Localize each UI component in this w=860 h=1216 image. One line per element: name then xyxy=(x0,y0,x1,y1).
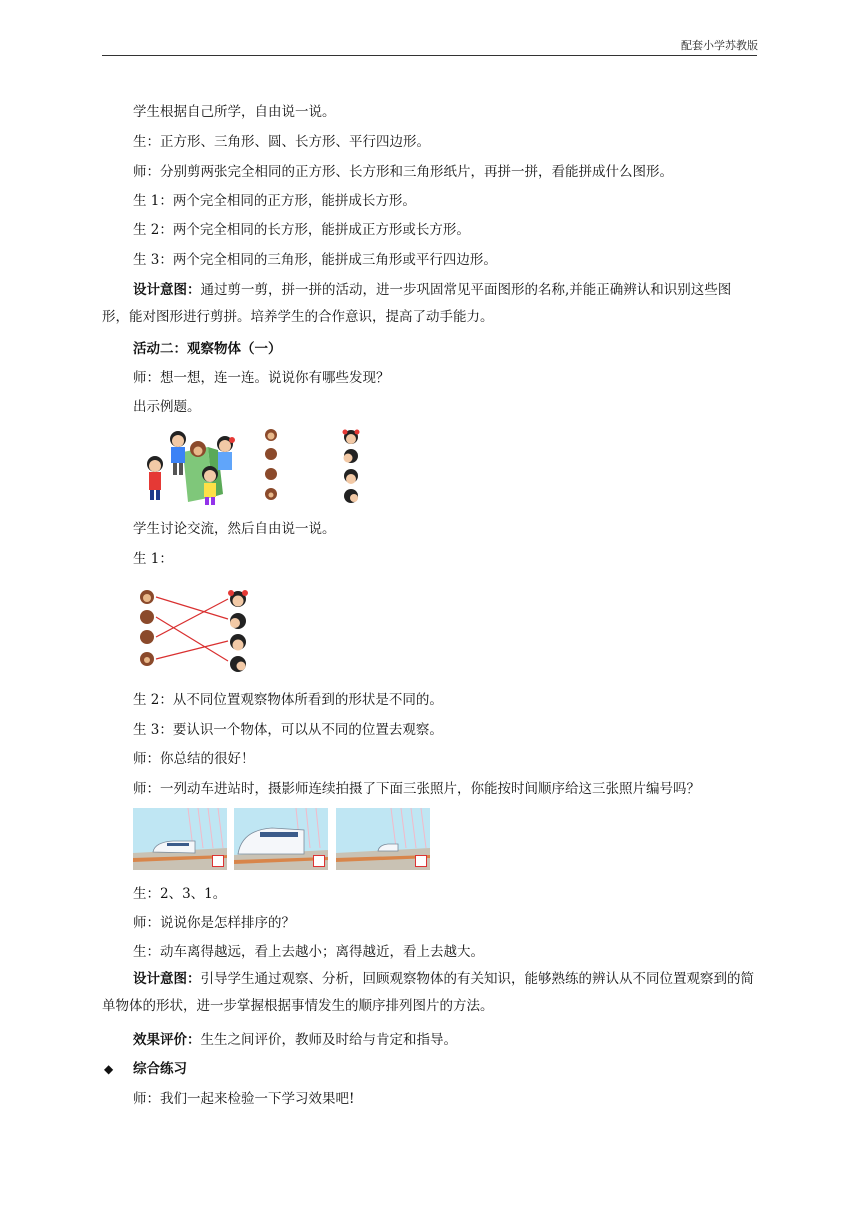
order-checkbox[interactable] xyxy=(313,855,325,867)
text-line: 生 2：两个完全相同的长方形，能拼成正方形或长方形。 xyxy=(133,222,470,238)
text-line: 生：动车离得越远，看上去越小；离得越近，看上去越大。 xyxy=(133,944,484,960)
activity-heading: 活动二：观察物体（一） xyxy=(133,341,282,357)
text-line: 生：正方形、三角形、圆、长方形、平行四边形。 xyxy=(133,134,430,150)
text-line: 师：想一想，连一连。说说你有哪些发现？ xyxy=(133,370,390,386)
header-title: 配套小学苏教版 xyxy=(681,39,758,52)
design-intent-paragraph xyxy=(102,277,758,331)
text-line: 师：你总结的很好！ xyxy=(133,751,255,767)
text-line: 师：我们一起来检验一下学习效果吧! xyxy=(133,1091,355,1107)
section-heading: 综合练习 xyxy=(133,1061,187,1077)
text-line: 学生根据自己所学，自由说一说。 xyxy=(133,104,336,120)
design-intent-paragraph xyxy=(102,966,758,1020)
effect-evaluation xyxy=(133,1031,457,1049)
order-checkbox[interactable] xyxy=(415,855,427,867)
text-line: 师：分别剪两张完全相同的正方形、长方形和三角形纸片，再拼一拼，看能拼成什么图形。 xyxy=(133,164,673,180)
header-rule xyxy=(102,55,757,56)
matching-figure xyxy=(138,585,253,677)
text-line: 师：一列动车进站时，摄影师连续拍摄了下面三张照片，你能按时间顺序给这三张照片编号吗？ xyxy=(133,781,700,797)
design-intent-label: 设计意图： xyxy=(133,971,201,987)
design-intent-label: 设计意图： xyxy=(133,282,201,298)
train-photo-1 xyxy=(133,808,227,870)
text-line: 生 1： xyxy=(133,551,173,567)
order-checkbox[interactable] xyxy=(212,855,224,867)
text-line: 生：2、3、1。 xyxy=(133,886,227,902)
text-line: 师：说说你是怎样排序的？ xyxy=(133,915,295,931)
observation-figure xyxy=(138,422,368,510)
text-line: 出示例题。 xyxy=(133,399,201,415)
text-line: 生 2：从不同位置观察物体所看到的形状是不同的。 xyxy=(133,692,443,708)
text-line: 学生讨论交流，然后自由说一说。 xyxy=(133,521,336,537)
design-intent-text: 引导学生通过观察、分析，回顾观察物体的有关知识，能够熟练的辨认从不同位置观察到的简单物体的形状，进一步掌握根据事情发生的顺序排列图片的方法。 xyxy=(102,971,754,1014)
effect-text: 生生之间评价，教师及时给与肯定和指导。 xyxy=(200,1032,457,1048)
text-line: 生 1：两个完全相同的正方形，能拼成长方形。 xyxy=(133,193,416,209)
diamond-bullet-icon: ◆ xyxy=(104,1062,114,1076)
train-photo-3 xyxy=(336,808,430,870)
effect-label: 效果评价： xyxy=(133,1032,201,1048)
design-intent-text: 通过剪一剪，拼一拼的活动，进一步巩固常见平面图形的名称,并能正确辨认和识别这些图形，能对图形进行剪拼。培养学生的合作意识，提高了动手能力。 xyxy=(102,282,732,325)
train-photo-2 xyxy=(234,808,328,870)
text-line: 生 3：要认识一个物体，可以从不同的位置去观察。 xyxy=(133,722,443,738)
text-line: 生 3：两个完全相同的三角形，能拼成三角形或平行四边形。 xyxy=(133,252,497,268)
